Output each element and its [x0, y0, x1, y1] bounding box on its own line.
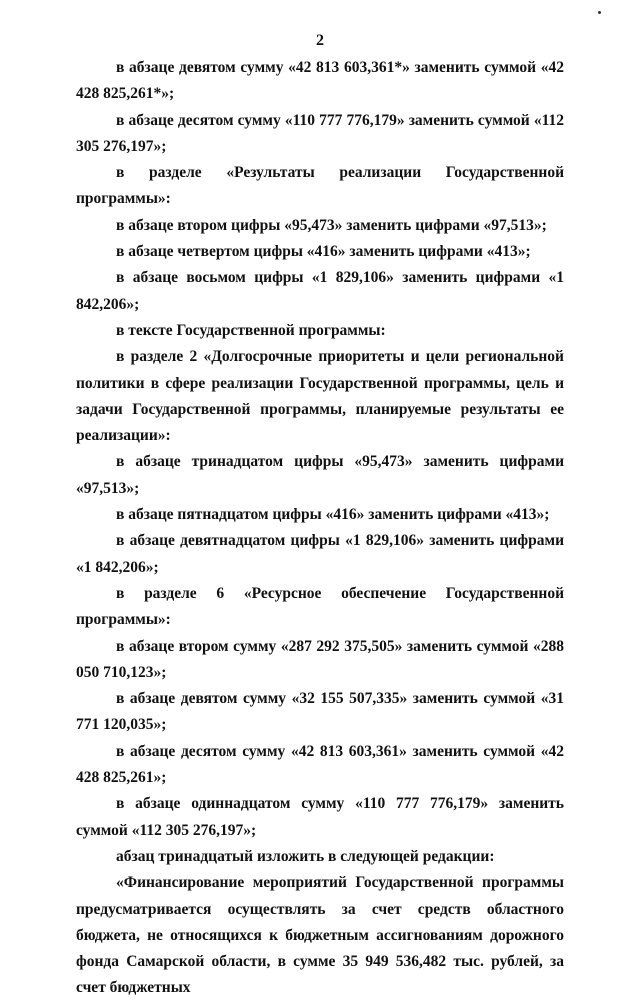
paragraph: в абзаце десятом сумму «42 813 603,361» заменить суммой «42 428 825,261»;: [76, 742, 564, 787]
paragraph: в разделе 2 «Долгосрочные приоритеты и цели региональной политики в сфере реализации Государственной программы, цель и задачи Государственной программы, планируемые результаты ее реализации»:: [76, 348, 564, 445]
paragraph: в абзаце одиннадцатом сумму «110 777 776,179» заменить суммой «112 305 276,197»;: [76, 795, 564, 839]
paragraph: в абзаце тринадцатом цифры «95,473» заменить цифрами «97,513»;: [76, 453, 564, 497]
paragraph: в абзаце втором цифры «95,473» заменить цифрами «97,513»;: [116, 216, 547, 234]
paragraph: в разделе 6 «Ресурсное обеспечение Государственной программы»:: [76, 584, 564, 629]
paragraph: в тексте Государственной программы:: [116, 321, 386, 339]
paragraph: в разделе «Результаты реализации Государственной программы»:: [76, 164, 564, 208]
paragraph: в абзаце девятом сумму «42 813 603,361*» заменить суммой «42 428 825,261*»;: [76, 59, 564, 103]
paragraph: в абзаце четвертом цифры «416» заменить цифрами «413»;: [116, 243, 531, 261]
paragraph: абзац тринадцатый изложить в следующей редакции:: [116, 847, 495, 865]
page-number: 2: [316, 32, 324, 49]
paragraph: в абзаце втором сумму «287 292 375,505» заменить суммой «288 050 710,123»;: [76, 637, 564, 681]
paragraph: в абзаце десятом сумму «110 777 776,179» заменить суммой «112 305 276,197»;: [76, 111, 564, 155]
scan-speck: [598, 11, 601, 14]
paragraph: в абзаце девятнадцатом цифры «1 829,106» заменить цифрами «1 842,206»;: [76, 532, 564, 576]
paragraph: «Финансирование мероприятий Государственной программы предусматривается осуществлять за счет средств областного бюджета, не относящихся к бюджетным ассигнованиям дорожного фонда Самарской области, в сумме 35 949 536,482 тыс. рублей, за счет бюджетных: [76, 874, 564, 997]
paragraph: в абзаце пятнадцатом цифры «416» заменить цифрами «413»;: [116, 506, 550, 524]
paragraph: в абзаце девятом сумму «32 155 507,335» заменить суммой «31 771 120,035»;: [76, 690, 564, 734]
document-body: [76, 55, 564, 1002]
paragraph: в абзаце восьмом цифры «1 829,106» заменить цифрами «1 842,206»;: [76, 269, 564, 313]
